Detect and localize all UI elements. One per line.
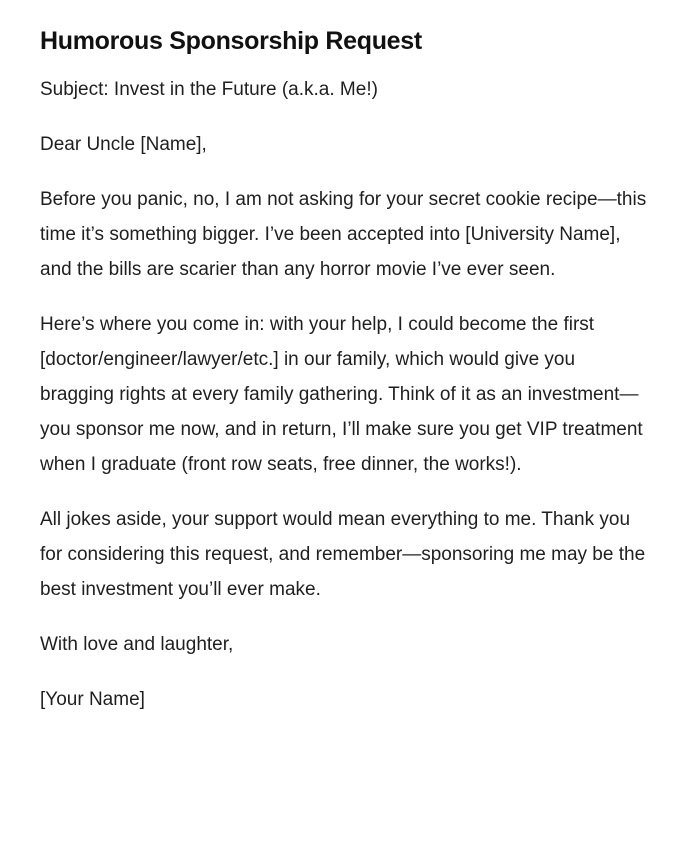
greeting: Dear Uncle [Name],	[40, 134, 207, 155]
body-paragraph-3: All jokes aside, your support would mean everything to me. Thank you for considering this request, and remember—sponsoring me may be the best investment you’ll ever make.	[40, 509, 646, 600]
letter-document	[40, 24, 650, 737]
body-paragraph-1: Before you panic, no, I am not asking for your secret cookie recipe—this time it’s something bigger. I’ve been accepted into [University Name], and the bills are scarier than any horror movie I’ve ever seen.	[40, 189, 647, 280]
body-paragraph-2: Here’s where you come in: with your help, I could become the first [doctor/engineer/lawyer/etc.] in our family, which would give you bragging rights at every family gathering. Think of it as an investment—you sponsor me now, and in return, I’ll make sure you get VIP treatment when I graduate (front row seats, free dinner, the works!).	[40, 314, 643, 475]
signature: [Your Name]	[40, 689, 145, 710]
document-title: Humorous Sponsorship Request	[40, 27, 422, 55]
subject-line: Subject: Invest in the Future (a.k.a. Me!)	[40, 79, 378, 100]
closing-line: With love and laughter,	[40, 634, 234, 655]
